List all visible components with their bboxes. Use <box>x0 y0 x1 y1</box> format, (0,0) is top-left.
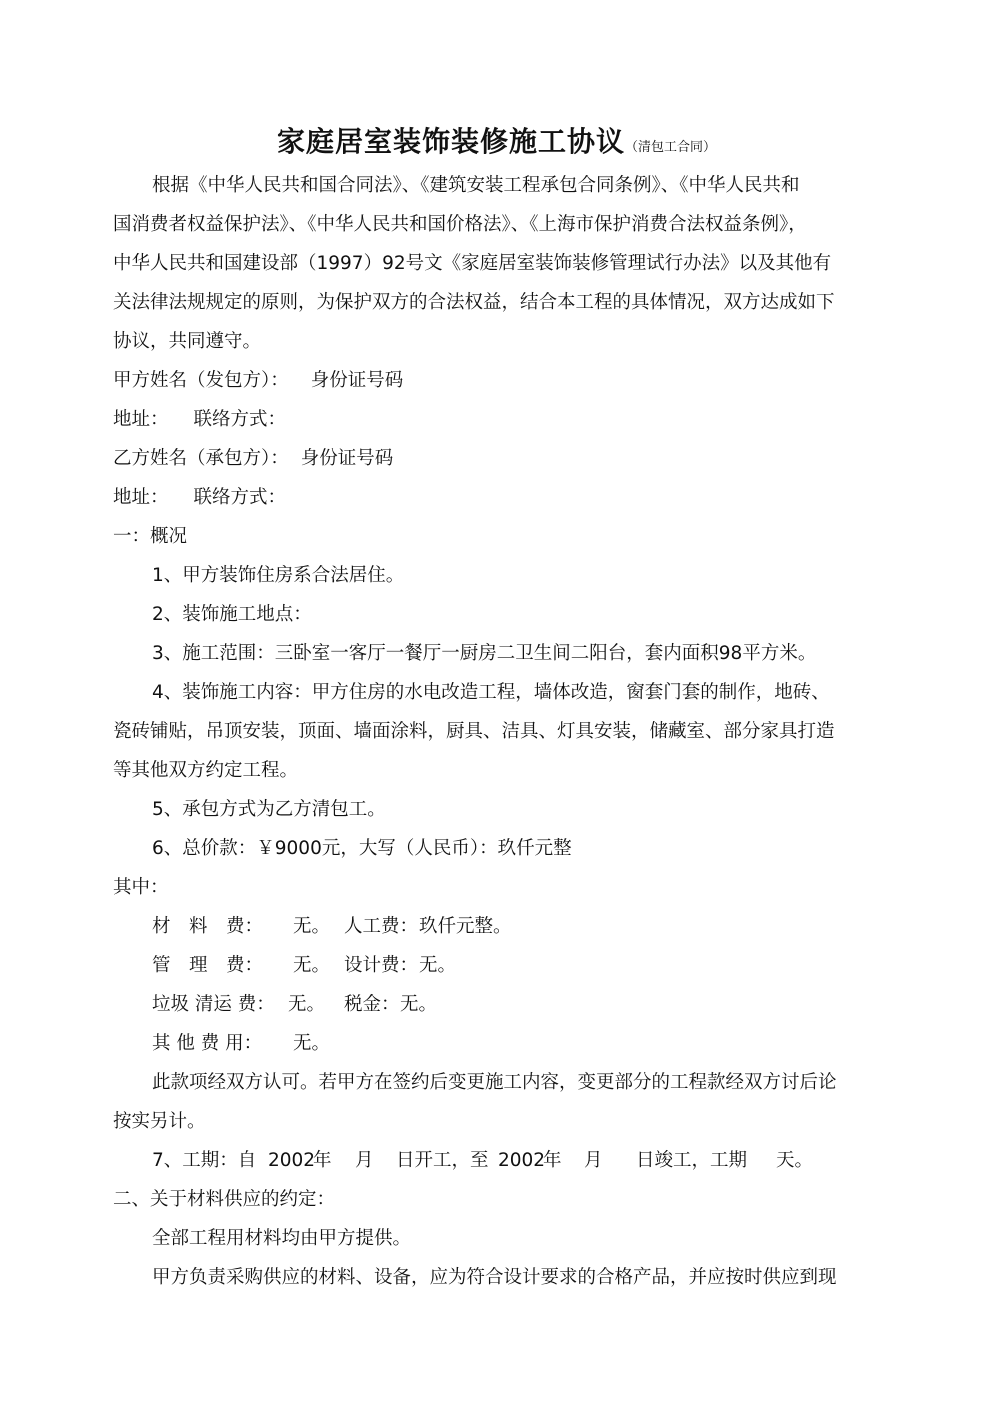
document-title <box>0 120 993 160</box>
fee-label-2: 设计费： <box>344 955 419 976</box>
section-1-item-4-line-3: 等其他双方约定工程。 <box>113 760 299 781</box>
fee-label-2: 人工费： <box>344 916 419 937</box>
party-b-id-label: 身份证号码 <box>300 448 394 469</box>
preamble-line-5: 协议，共同遵守。 <box>113 331 262 352</box>
section-1-item-2: 2、装饰施工地点： <box>152 604 312 625</box>
end-year: 2002 <box>498 1150 546 1171</box>
end-month-unit: 月 <box>584 1150 603 1171</box>
fee-value: 无。 <box>293 916 331 937</box>
start-day-text: 日开工，至 <box>396 1150 489 1171</box>
preamble-line-2: 国消费者权益保护法》、《中华人民共和国价格法》、《上海市保护消费合法权益条例》， <box>113 214 807 235</box>
party-b-name-row <box>113 446 393 472</box>
preamble-line-1: 根据《中华人民共和国合同法》、《建筑安装工程承包合同条例》、《中华人民共和 <box>152 175 800 196</box>
fee-value: 无。 <box>288 994 326 1015</box>
party-a-contact-label: 联络方式： <box>193 409 287 430</box>
preamble-line-3: 中华人民共和国建设部（1997）92号文《家庭居室装饰装修管理试行办法》以及其他有 <box>113 253 832 274</box>
preamble-line-4: 关法律法规规定的原则，为保护双方的合法权益，结合本工程的具体情况，双方达成如下 <box>113 292 835 313</box>
fee-value-2: 玖仟元整。 <box>419 916 512 937</box>
fee-label: 管 理 费： <box>152 955 264 976</box>
party-b-address-row <box>113 485 286 511</box>
among-label: 其中： <box>113 877 169 898</box>
payment-note-line-1: 此款项经双方认可。若甲方在签约后变更施工内容，变更部分的工程款经双方讨后论 <box>152 1072 837 1093</box>
party-b-contact-label: 联络方式： <box>193 487 287 508</box>
section-2-heading: 二、关于材料供应的约定： <box>113 1189 336 1210</box>
section-1-item-4-line-1: 4、装饰施工内容：甲方住房的水电改造工程，墙体改造，窗套门套的制作，地砖、 <box>152 682 830 703</box>
fee-value-2: 无。 <box>419 955 457 976</box>
party-b-name-label: 乙方姓名（承包方）： <box>113 448 289 469</box>
schedule-label: 7、工期：自 <box>152 1150 257 1171</box>
section-1-heading: 一：概况 <box>113 526 188 547</box>
payment-note-line-2: 按实另计。 <box>113 1111 206 1132</box>
fee-label-2: 税金： <box>344 994 400 1015</box>
party-a-name-label: 甲方姓名（发包方）： <box>113 370 289 391</box>
fee-label: 材 料 费： <box>152 916 264 937</box>
start-year-unit: 年 <box>313 1150 332 1171</box>
section-1-item-3: 3、施工范围：三卧室一客厅一餐厅一厨房二卫生间二阳台，套内面积98平方米。 <box>152 643 817 664</box>
start-month-unit: 月 <box>355 1150 374 1171</box>
section-1-item-1: 1、甲方装饰住房系合法居住。 <box>152 565 405 586</box>
party-a-name-row <box>113 368 403 394</box>
start-year: 2002 <box>268 1150 316 1171</box>
party-b-address-label: 地址： <box>113 487 169 508</box>
title-text: 家庭居室装饰装修施工协议 <box>276 125 625 158</box>
fee-label: 垃圾 清运 费： <box>152 994 275 1015</box>
fee-value: 无。 <box>293 955 331 976</box>
fee-value: 无。 <box>293 1033 331 1054</box>
fee-value-2: 无。 <box>400 994 438 1015</box>
section-1-item-5: 5、承包方式为乙方清包工。 <box>152 799 386 820</box>
section-2-line-1: 全部工程用材料均由甲方提供。 <box>152 1228 412 1249</box>
title-note: （清包工合同） <box>625 140 717 155</box>
party-a-address-label: 地址： <box>113 409 169 430</box>
section-2-line-2: 甲方负责采购供应的材料、设备，应为符合设计要求的合格产品，并应按时供应到现 <box>152 1267 837 1288</box>
party-a-address-row <box>113 407 286 433</box>
section-1-item-4-line-2: 瓷砖铺贴，吊顶安装，顶面、墙面涂料，厨具、洁具、灯具安装，储藏室、部分家具打造 <box>113 721 835 742</box>
days-unit: 天。 <box>776 1150 814 1171</box>
fee-label: 其 他 费 用： <box>152 1033 263 1054</box>
party-a-id-label: 身份证号码 <box>310 370 404 391</box>
end-year-unit: 年 <box>543 1150 562 1171</box>
end-day-text: 日竣工，工期 <box>636 1150 748 1171</box>
section-1-item-6: 6、总价款：￥9000元，大写（人民币）：玖仟元整 <box>152 838 572 859</box>
